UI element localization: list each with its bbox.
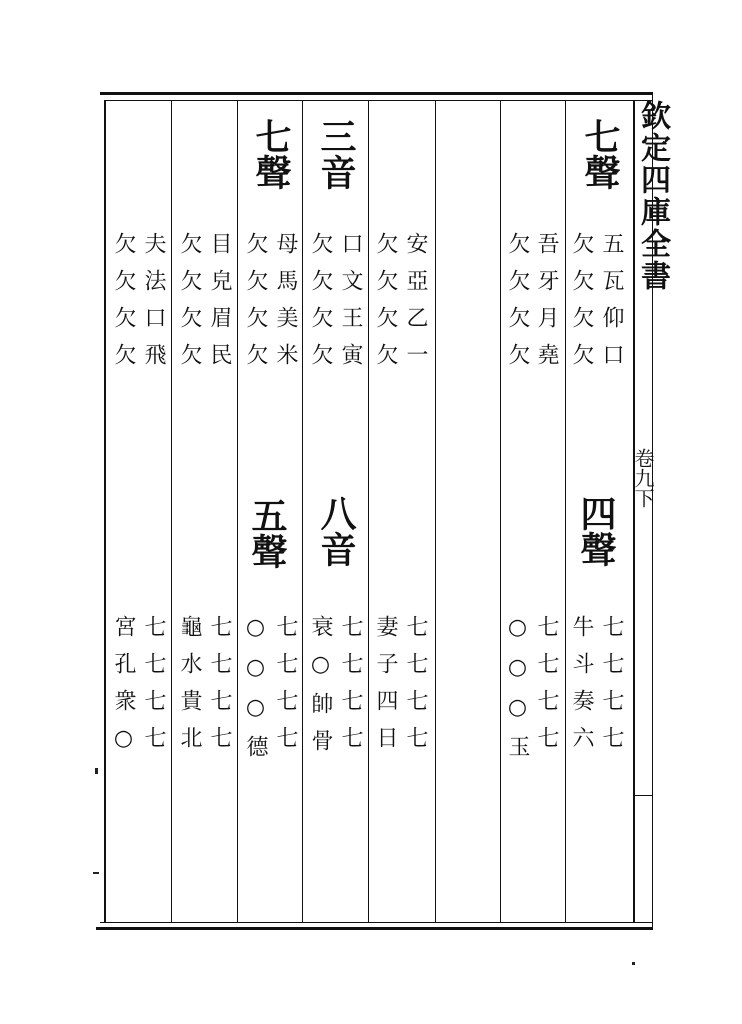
column-divider <box>171 100 172 922</box>
column-chars-lower: 七七七七 <box>403 615 428 763</box>
column-chars-upper: 夫法口飛 <box>141 232 166 380</box>
column-chars-upper: 安亞乙一 <box>403 232 428 380</box>
column-heading: 五聲 <box>246 497 288 569</box>
column-chars-lower: 衰○帥骨 <box>308 615 333 766</box>
column-chars-upper: 口文王寅 <box>338 232 363 380</box>
column-chars-upper: 目皃眉民 <box>207 232 232 380</box>
column-chars-lower: 七七七七 <box>534 615 559 763</box>
top-border <box>100 92 652 95</box>
column-chars-upper: 吾牙月堯 <box>534 232 559 380</box>
column-chars-upper: 欠欠欠欠 <box>505 232 530 380</box>
top-inner-border <box>104 100 652 101</box>
column-divider <box>368 100 369 922</box>
column-heading: 三音 <box>315 118 357 190</box>
column-chars-lower: 宮孔衆○ <box>111 615 136 766</box>
column-chars-lower: 七七七七 <box>599 615 624 763</box>
column-divider <box>237 100 238 922</box>
column-chars-upper: 欠欠欠欠 <box>243 232 268 380</box>
margin-rule <box>635 795 652 796</box>
column-chars-upper: 欠欠欠欠 <box>177 232 202 380</box>
column-chars-lower: ○○○德 <box>243 615 268 772</box>
left-border <box>104 100 106 922</box>
column-heading: 七聲 <box>250 118 292 190</box>
scan-speck <box>95 768 98 774</box>
column-divider <box>435 100 436 922</box>
column-chars-lower: 七七七七 <box>141 615 166 763</box>
column-chars-upper: 五瓦仰口 <box>599 232 624 380</box>
bottom-border <box>96 927 652 930</box>
column-chars-upper: 欠欠欠欠 <box>111 232 136 380</box>
column-chars-lower: 妻子四日 <box>373 615 398 763</box>
column-chars-upper: 欠欠欠欠 <box>569 232 594 380</box>
bottom-inner-border <box>100 922 652 923</box>
volume-label: 卷九下 <box>631 448 655 508</box>
column-chars-lower: 七七七七 <box>273 615 298 763</box>
column-chars-upper: 母馬美米 <box>273 232 298 380</box>
column-divider <box>302 100 303 922</box>
column-heading: 八音 <box>315 495 357 567</box>
column-chars-lower: 七七七七 <box>338 615 363 763</box>
column-chars-lower: 牛斗奏六 <box>569 615 594 763</box>
column-chars-lower: 龜水貴北 <box>177 615 202 763</box>
column-chars-lower: 七七七七 <box>207 615 232 763</box>
scan-speck <box>632 962 635 965</box>
book-title: 欽定四庫全書 <box>635 100 670 292</box>
column-chars-upper: 欠欠欠欠 <box>308 232 333 380</box>
column-heading: 七聲 <box>579 118 621 190</box>
scan-speck <box>93 872 99 874</box>
column-divider <box>500 100 501 922</box>
column-divider <box>565 100 566 922</box>
column-chars-lower: ○○○玉 <box>505 615 530 772</box>
column-chars-upper: 欠欠欠欠 <box>373 232 398 380</box>
column-heading: 四聲 <box>575 495 617 567</box>
